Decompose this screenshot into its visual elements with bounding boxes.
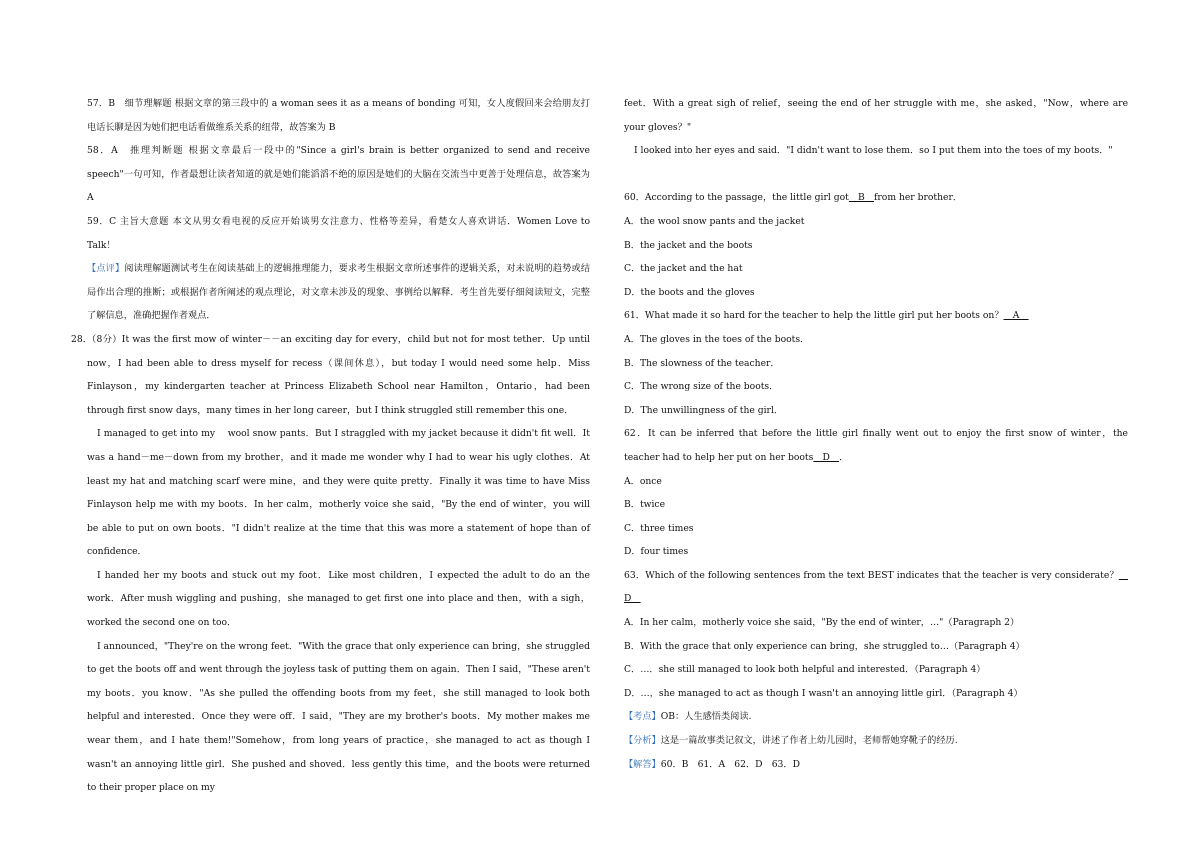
analysis: 【分析】这是一篇故事类记叙文，讲述了作者上幼儿园时，老师帮她穿靴子的经历. (624, 735, 958, 747)
question-63: 63．Which of the following sentences from the text BEST indicates that the teacher is very considerate？ D (624, 569, 1128, 605)
answer-59: 59．C 主旨大意题 本文从男女看电视的反应开始谈男女注意力、性格等差异，看楚女人喜欢讲话．Women Love to Talk！ (87, 215, 590, 251)
option: B．twice (624, 499, 666, 511)
option: A．the wool snow pants and the jacket (624, 215, 805, 227)
option: C．three times (624, 522, 694, 534)
question-60: 60．According to the passage，the little girl got B from her brother． (624, 192, 963, 204)
question-62: 62．It can be inferred that before the little girl finally went out to enjoy the first snow of winter，the teacher had to help her put on her boots D ． (624, 428, 1128, 463)
analysis-tag: 【分析】 (624, 735, 661, 747)
passage-paragraph-3: I handed her my boots and stuck out my foot．Like most children，I expected the adult to do an the work．After mush wiggling and pushing，she managed to get first one into place and then，with a sigh，worked the second one on too． (87, 569, 590, 629)
passage-paragraph-2: I managed to get into my wool snow pants．But I straggled with my jacket because it didn't fit well．It was a hand－me－down from my brother，and it made me wonder why I had to wear his ugly clothes．At least my hat and matching scarf were mine，and they were quite pretty．Finally it was time to have Miss Finlayson help me with my boots．In her calm，motherly voice she said，"By the end of winter，you will be able to put on own boots．"I didn't realize at the time that this was more a statement of hope than of confidence． (87, 428, 590, 558)
option: B．The slowness of the teacher． (624, 357, 780, 369)
option: D．four times (624, 546, 689, 558)
question-28-number: 28． (71, 333, 92, 345)
answer-blank-61: A (1003, 310, 1029, 322)
answer-blank-63: D (624, 569, 1128, 605)
question-61: 61．What made it so hard for the teacher to help the little girl put her boots on？ A (624, 310, 1029, 322)
option: B．the jacket and the boots (624, 239, 753, 251)
option: D．the boots and the gloves (624, 286, 755, 298)
option: D．…，she managed to act as though I wasn't an annoying little girl．（Paragraph 4） (624, 687, 1023, 699)
option: B．With the grace that only experience can bring，she struggled to…（Paragraph 4） (624, 640, 1025, 652)
option: A．The gloves in the toes of the boots． (624, 333, 810, 345)
passage-last-paragraph: I looked into her eyes and said．"I didn't want to lose them．so I put them into the toes of my boots．" (634, 145, 1113, 157)
option: C．The wrong size of the boots． (624, 381, 779, 393)
option: C．the jacket and the hat (624, 263, 743, 275)
passage-continuation: feet．With a great sigh of relief，seeing the end of her struggle with me，she asked，"Now，where are your gloves？" (624, 98, 1128, 133)
answer-57: 57．B 细节理解题 根据文章的第三段中的 a woman sees it as a means of bonding 可知，女人度假回来会给朋友打电话长聊是因为她们把电话看做维系关系的纽带，故答案为 B (87, 98, 590, 133)
option: A．In her calm，motherly voice she said，"By the end of winter，…"（Paragraph 2） (624, 617, 1020, 629)
right-column (624, 92, 1128, 776)
test-point-tag: 【考点】 (624, 711, 661, 723)
solution: 【解答】60．B 61．A 62．D 63．D (624, 758, 800, 770)
question-28 (71, 328, 590, 422)
solution-tag: 【解答】 (624, 758, 661, 770)
answer-58: 58．A 推理判断题 根据文章最后一段中的"Since a girl's brain is better organized to send and receive speech"一句可知，作者最想让读者知道的就是她们能滔滔不绝的原因是她们的大脑在交流当中更善于处理信息，故答案为 A (87, 145, 590, 204)
option: C．…．she still managed to look both helpful and interested．（Paragraph 4） (624, 664, 986, 676)
comment-tag: 【点评】 (87, 263, 125, 275)
answer-blank-62: D (813, 451, 840, 463)
test-point: 【考点】OB：人生感悟类阅读. (624, 711, 752, 723)
passage-paragraph-1: （8分）It was the first mow of winter－－an exciting day for every，child but not for most tether．Up until now，I had been able to dress myself for recess（课间休息），but today I would need some help．Miss Finlayson，my kindergarten teacher at Princess Elizabeth School near Hamilton，Ontario，had been through first snow days，many times in her long career，but I think struggled still remember this one． (87, 333, 590, 416)
left-column (71, 92, 591, 800)
option: A．once (624, 475, 662, 487)
passage-paragraph-4: I announced，"They're on the wrong feet．"With the grace that only experience can bring，she struggled to get the boots off and went through the joyless task of putting them on again．Then I said，"These aren't my boots．you know．"As she pulled the offending boots from my feet，she still managed to look both helpful and interested．Once they were off．I said，"They are my brother's boots．My mother makes me wear them，and I hate them!"Somehow，from long years of practice，she managed to act as though I wasn't an annoying little girl．She pushed and shoved．less gently this time，and the boots were returned to their proper place on my (87, 640, 590, 794)
option: D．The unwillingness of the girl． (624, 404, 784, 416)
comment-text: 阅读理解题测试考生在阅读基础上的逻辑推理能力，要求考生根据文章所述事件的逻辑关系，对未说明的趋势或结局作出合理的推断；或根据作者所阐述的观点理论，对文章未涉及的现象、事例给以解释．考生首先要仔细阅读短文，完整了解信息，准确把握作者观点． (87, 263, 591, 322)
comment-paragraph (87, 257, 590, 328)
answer-blank-60: B (848, 192, 874, 204)
